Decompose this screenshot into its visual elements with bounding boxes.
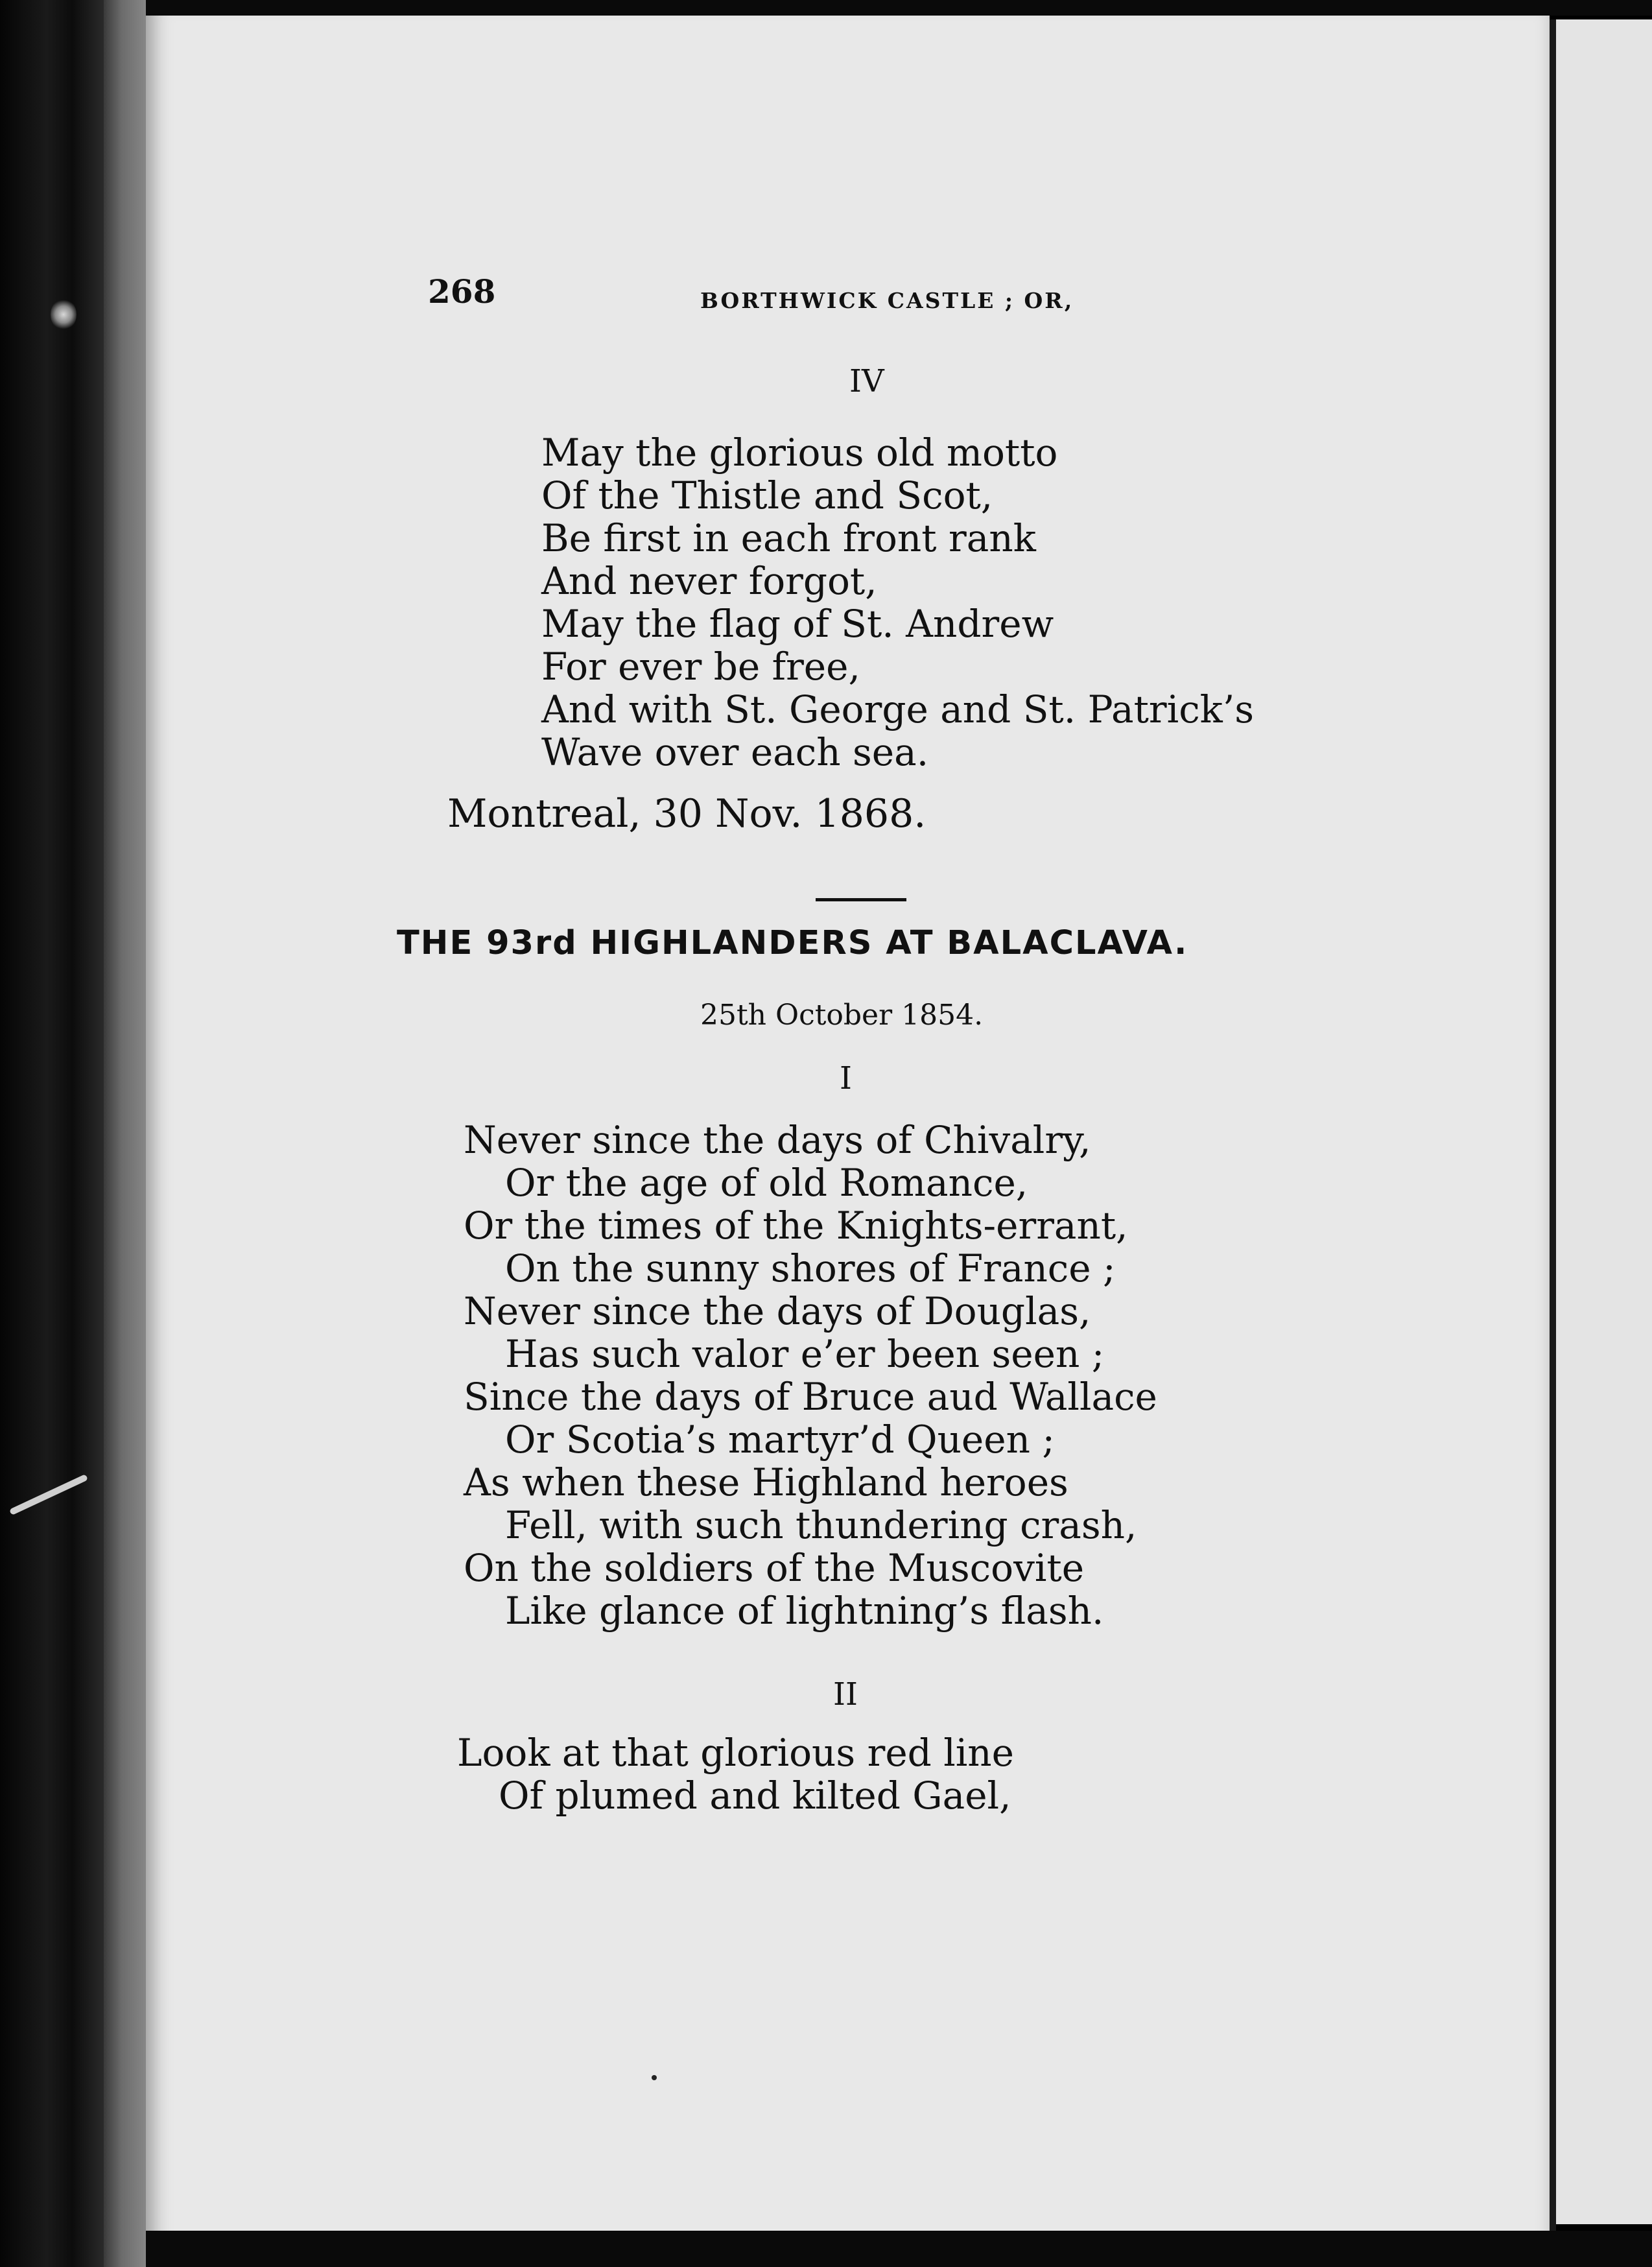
stanza-i [464, 1119, 1157, 1632]
stanza-number-i: I [840, 1060, 852, 1097]
page-fold [1550, 19, 1556, 2237]
verse-line: Of the Thistle and Scot, [541, 473, 993, 517]
verse-line: And with St. George and St. Patrick’s [541, 687, 1255, 731]
verse-line: And never forgot, [541, 559, 877, 603]
dateline: Montreal, 30 Nov. 1868. [447, 791, 926, 837]
verse-line: Never since the days of Chivalry, [464, 1118, 1091, 1162]
stanza-ii [457, 1731, 1014, 1817]
verse-line: May the glorious old motto [541, 431, 1058, 475]
verse-line: On the soldiers of the Muscovite [464, 1546, 1085, 1590]
printer-mark [652, 2075, 657, 2080]
scan-bottom-edge [146, 2231, 1652, 2267]
verse-line: Look at that glorious red line [457, 1731, 1014, 1775]
verse-line: Be first in each front rank [541, 516, 1036, 560]
facing-page-edge [1556, 19, 1652, 2224]
verse-line: Of plumed and kilted Gael, [499, 1774, 1011, 1818]
verse-line: Since the days of Bruce aud Wallace [464, 1375, 1157, 1419]
verse-line: Wave over each sea. [541, 730, 929, 774]
stanza-number-iv: IV [849, 363, 884, 399]
book-spine [0, 0, 104, 2267]
running-title: BORTHWICK CASTLE ; OR, [700, 288, 1074, 313]
page-gutter [104, 0, 149, 2267]
verse-line: Or Scotia’s martyr’d Queen ; [505, 1418, 1055, 1462]
verse-line: Or the times of the Knights-errant, [464, 1204, 1128, 1248]
stanza-iv [541, 431, 1254, 774]
verse-line: May the flag of St. Andrew [541, 602, 1054, 646]
verse-line: Like glance of lightning’s flash. [505, 1589, 1104, 1633]
poem-title: THE 93rd HIGHLANDERS AT BALACLAVA. [397, 924, 1188, 962]
page-header [428, 266, 1336, 318]
poem-date: 25th October 1854. [700, 999, 984, 1032]
verse-line: As when these Highland heroes [464, 1460, 1068, 1504]
verse-line: On the sunny shores of France ; [505, 1246, 1116, 1290]
verse-line: Or the age of old Romance, [505, 1161, 1028, 1205]
stanza-number-ii: II [833, 1676, 858, 1713]
verse-line: Never since the days of Douglas, [464, 1289, 1091, 1333]
verse-line: For ever be free, [541, 645, 860, 689]
scan-top-edge [146, 0, 1652, 16]
verse-line: Fell, with such thundering crash, [505, 1503, 1137, 1547]
section-rule [816, 898, 906, 901]
page-number: 268 [428, 272, 496, 311]
binding-mark [51, 298, 77, 331]
verse-line: Has such valor e’er been seen ; [505, 1332, 1105, 1376]
